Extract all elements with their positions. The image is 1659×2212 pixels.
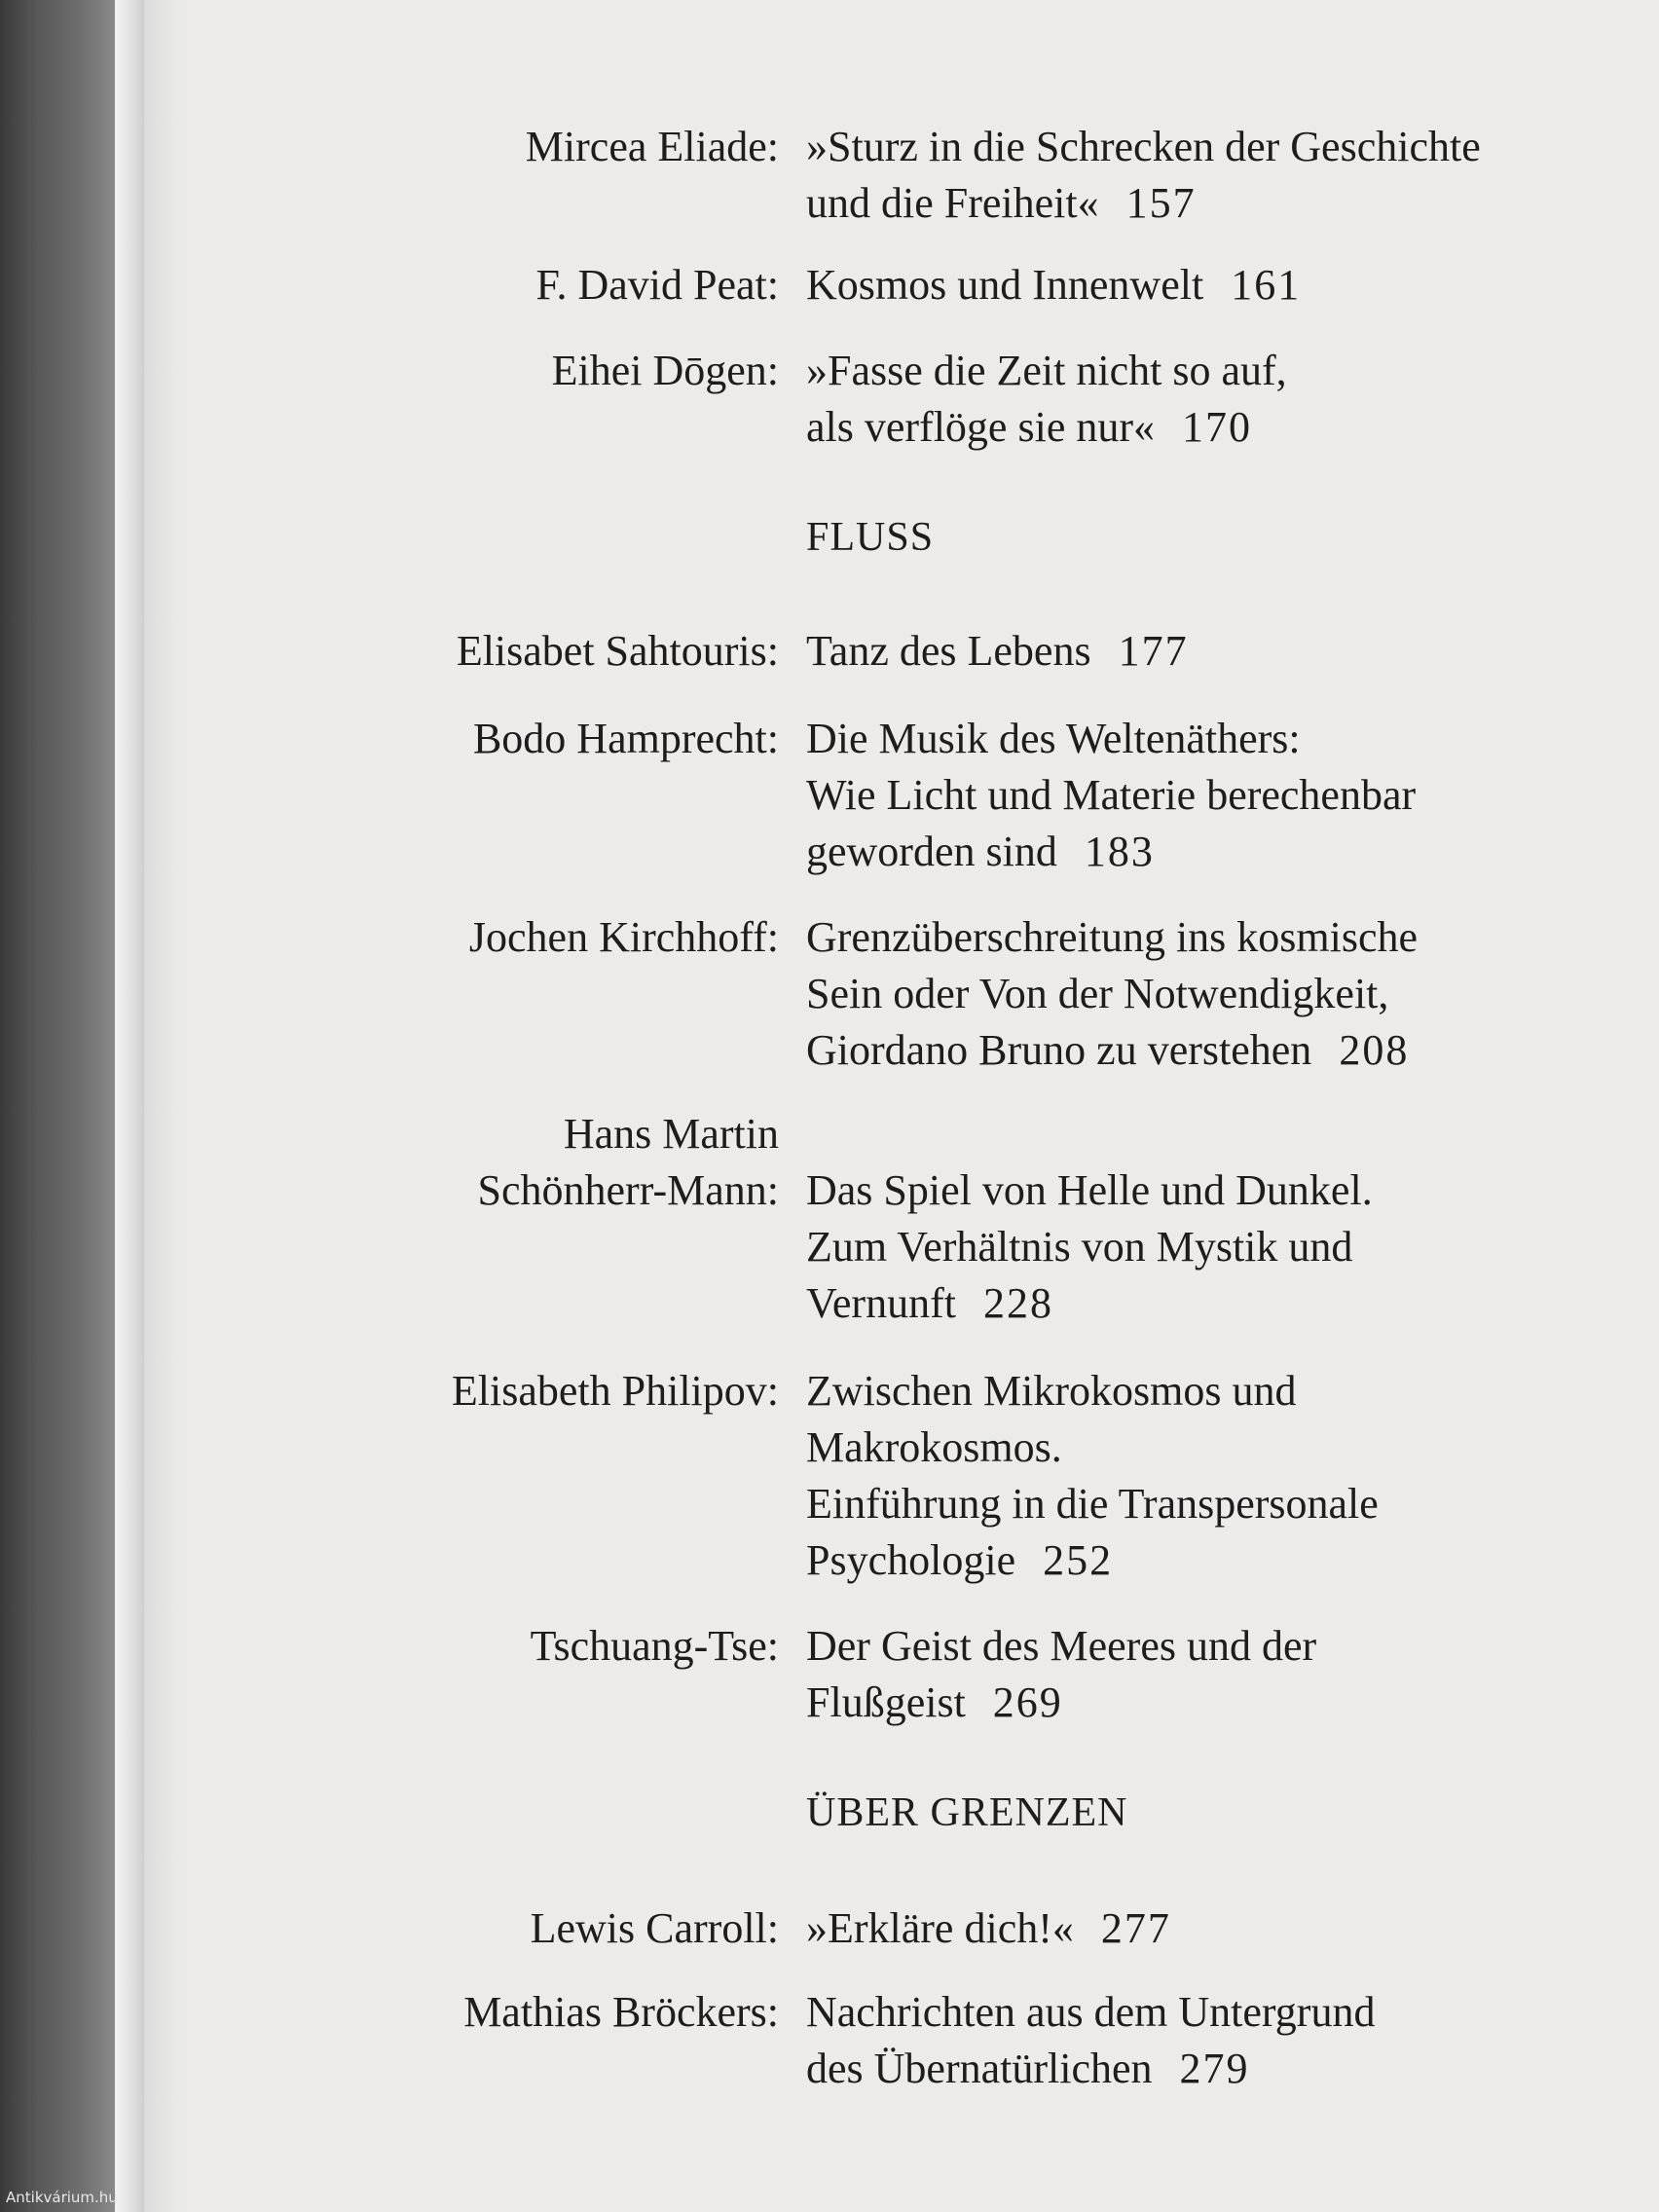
entry-author: Hans Martin Schönherr-Mann: <box>477 1110 779 1214</box>
page-number: 170 <box>1182 403 1252 451</box>
entry-title: »Erkläre dich!« 277 <box>806 1904 1171 1952</box>
entry-author: Tschuang-Tse: <box>530 1622 779 1670</box>
section-heading: ÜBER GRENZEN <box>806 1790 1128 1835</box>
entry-author: Lewis Carroll: <box>530 1904 779 1952</box>
entry-author: Mircea Eliade: <box>525 123 779 170</box>
entry-author: Eihei Dōgen: <box>551 347 779 394</box>
entry-title: Kosmos und Innenwelt 161 <box>806 261 1302 309</box>
page-number: 157 <box>1125 179 1197 227</box>
page-number: 252 <box>1043 1536 1114 1584</box>
page-number: 228 <box>982 1279 1053 1327</box>
entry-title: Das Spiel von Helle und Dunkel. Zum Verhältnis von Mystik und Vernunft 228 <box>806 1166 1373 1327</box>
entry-title: Die Musik des Weltenäthers: Wie Licht und Materie berechenbar geworden sind 183 <box>806 715 1417 875</box>
entry-title: Grenzüberschreitung ins kosmische Sein oder Von der Notwendigkeit, Giordano Bruno zu verstehen 208 <box>806 913 1419 1074</box>
entry-author: Elisabeth Philipov: <box>451 1367 779 1415</box>
entry-author: Jochen Kirchhoff: <box>468 913 779 961</box>
page-number: 269 <box>992 1678 1063 1726</box>
entry-title: »Fasse die Zeit nicht so auf, als verflöge sie nur« 170 <box>806 347 1287 451</box>
entry-title: Nachrichten aus dem Untergrund des Übernatürlichen 279 <box>806 1988 1376 2092</box>
entry-author: Mathias Bröckers: <box>463 1988 779 2036</box>
page-number: 183 <box>1084 828 1155 875</box>
section-heading: FLUSS <box>806 515 935 560</box>
page-number: 277 <box>1100 1904 1171 1952</box>
entry-title: Der Geist des Meeres und der Flußgeist 269 <box>806 1622 1317 1726</box>
entry-author: F. David Peat: <box>535 261 779 309</box>
entry-author: Elisabet Sahtouris: <box>456 627 779 675</box>
page-number: 208 <box>1339 1026 1410 1074</box>
entry-title: »Sturz in die Schrecken der Geschichte und die Freiheit« 157 <box>806 123 1481 227</box>
entry-author: Bodo Hamprecht: <box>472 715 779 762</box>
entry-title: Zwischen Mikrokosmos und Makrokosmos. Einführung in die Transpersonale Psychologie 252 <box>806 1367 1379 1584</box>
watermark: Antikvárium.hu <box>6 2189 118 2206</box>
page-number: 161 <box>1231 261 1302 309</box>
page-number: 279 <box>1179 2045 1250 2092</box>
page-number: 177 <box>1118 627 1189 675</box>
entry-title: Tanz des Lebens 177 <box>806 627 1189 675</box>
